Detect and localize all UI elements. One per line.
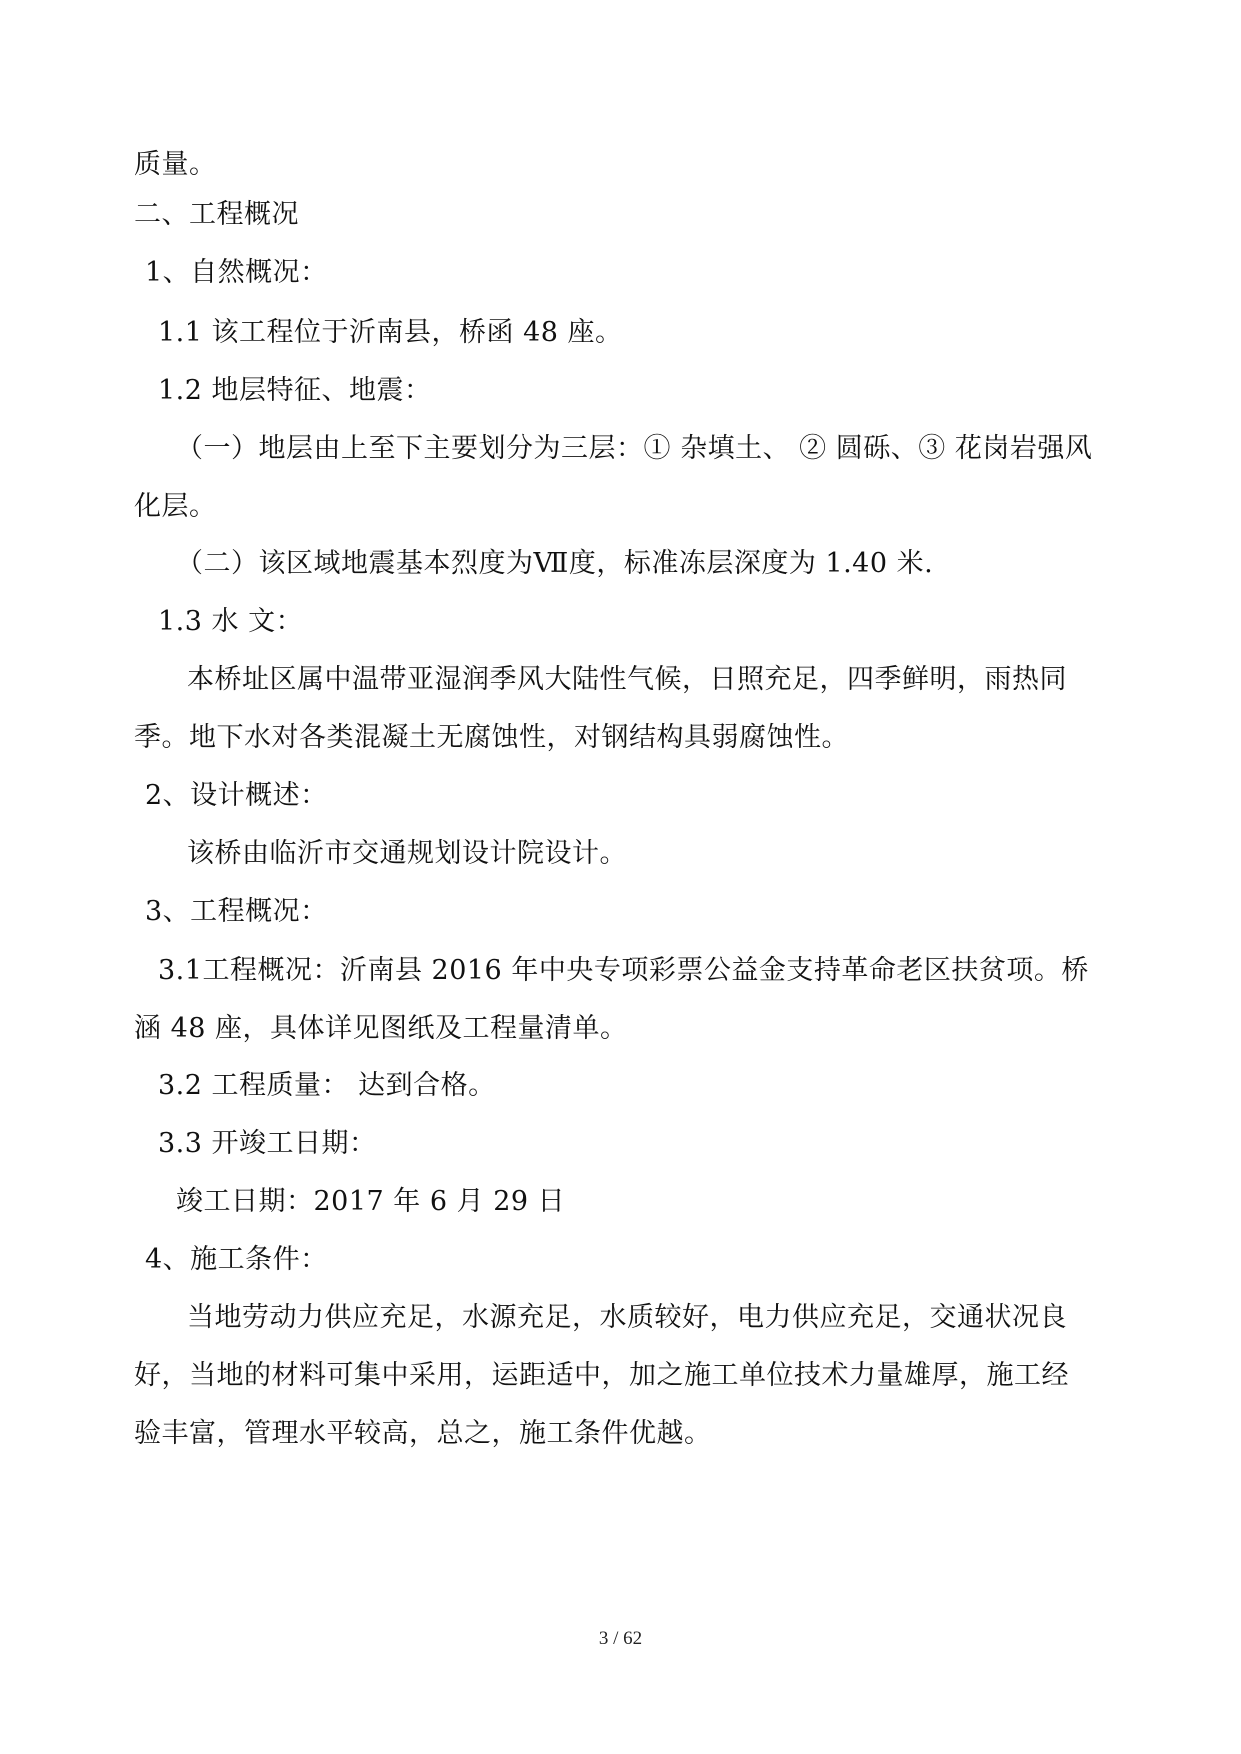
item-3-2: 3.2 工程质量： 达到合格。 [158, 1070, 496, 1101]
section-heading-2: 二、工程概况 [134, 199, 299, 230]
item-1-1: 1.1 该工程位于沂南县，桥函 48 座。 [158, 317, 623, 348]
text-line-seismic: （二）该区域地震基本烈度为Ⅶ度，标准冻层深度为 1.40 米. [176, 548, 934, 579]
subsection-heading-natural: 1、自然概况： [145, 257, 328, 288]
text-line-completion-date: 竣工日期：2017 年 6 月 29 日 [176, 1186, 566, 1217]
item-3-3: 3.3 开竣工日期： [158, 1128, 377, 1159]
text-line-strata-2: 化层。 [134, 491, 217, 522]
text-line-hydrology-1: 本桥址区属中温带亚湿润季风大陆性气候，日照充足，四季鲜明，雨热同 [187, 664, 1067, 695]
text-line-design: 该桥由临沂市交通规划设计院设计。 [187, 838, 627, 869]
text-line-conditions-2: 好，当地的材料可集中采用，运距适中，加之施工单位技术力量雄厚，施工经 [134, 1360, 1069, 1391]
text-line-1: 质量。 [134, 149, 217, 180]
item-1-3: 1.3 水 文： [158, 606, 304, 637]
item-3-1-line-1: 3.1工程概况：沂南县 2016 年中央专项彩票公益金支持革命老区扶贫项。桥 [158, 955, 1089, 986]
text-line-hydrology-2: 季。地下水对各类混凝土无腐蚀性，对钢结构具弱腐蚀性。 [134, 722, 849, 753]
subsection-heading-overview: 3、工程概况： [145, 896, 328, 927]
item-1-2: 1.2 地层特征、地震： [158, 375, 432, 406]
subsection-heading-design: 2、设计概述： [145, 780, 328, 811]
page-number: 3 / 62 [598, 1628, 643, 1649]
item-3-1-line-2: 涵 48 座，具体详见图纸及工程量清单。 [134, 1013, 628, 1044]
text-line-conditions-3: 验丰富，管理水平较高，总之，施工条件优越。 [134, 1418, 712, 1449]
text-line-strata-1: （一）地层由上至下主要划分为三层：① 杂填土、 ② 圆砾、③ 花岗岩强风 [176, 433, 1093, 464]
subsection-heading-conditions: 4、施工条件： [145, 1244, 328, 1275]
text-line-conditions-1: 当地劳动力供应充足，水源充足，水质较好，电力供应充足，交通状况良 [187, 1302, 1067, 1333]
